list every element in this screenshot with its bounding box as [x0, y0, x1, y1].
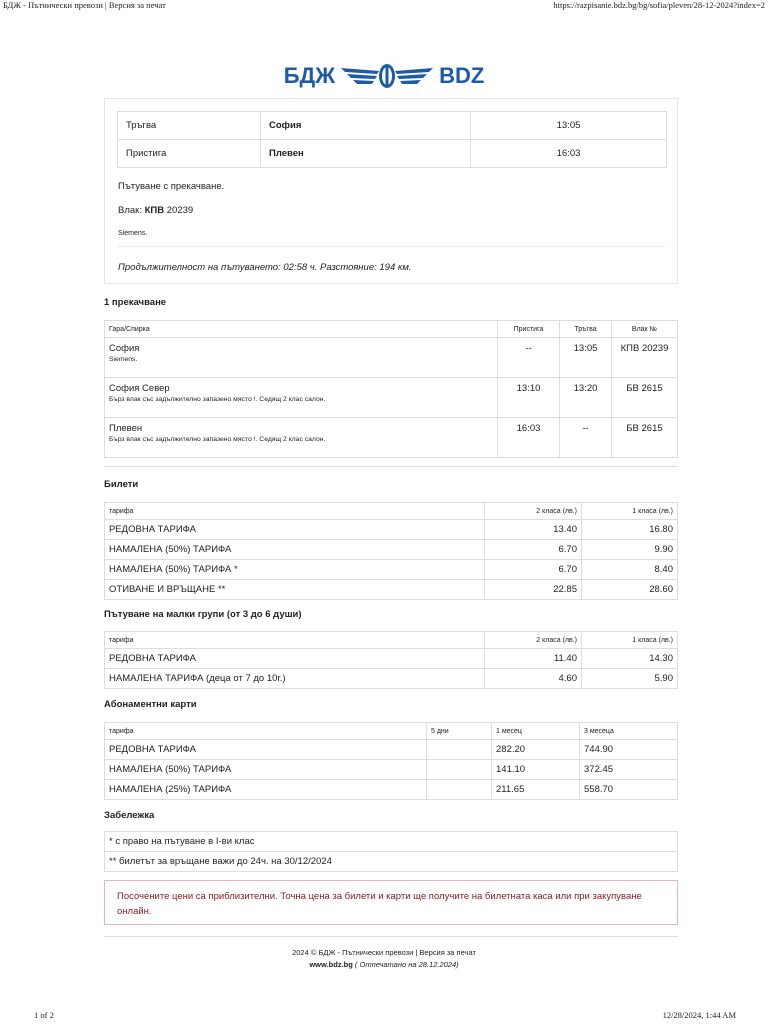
price-disclaimer-alert: Посочените цени са приблизителни. Точна цена за билети и карти ще получите на билетната каса или при закупуване онлайн. — [104, 880, 678, 925]
table-header — [105, 632, 678, 649]
footer-printed-date: ( Отпечатано на 28.12.2024) — [354, 960, 459, 969]
route-panel — [104, 98, 678, 284]
divider — [104, 466, 678, 467]
stop-arrive: 16:03 — [498, 418, 560, 458]
stop-train: БВ 2615 — [612, 418, 678, 458]
print-header — [0, 0, 768, 12]
footer-copyright: 2024 © БДЖ - Пътнически превози | Версия за печат — [292, 948, 476, 957]
fare-name: ОТИВАНЕ И ВРЪЩАНЕ ** — [105, 580, 485, 600]
stop-depart: 13:05 — [560, 338, 612, 378]
transfer-note: Пътуване с прекачване. — [118, 181, 225, 192]
fare-class1: 28.60 — [582, 580, 678, 600]
stop-train: КПВ 20239 — [612, 338, 678, 378]
groups-title: Пътуване на малки групи (от 3 до 6 души) — [104, 609, 302, 620]
groups-table — [104, 631, 678, 689]
col-1month: 1 месец — [492, 723, 580, 740]
stops-title: 1 прекачване — [104, 297, 167, 308]
stop-cell — [105, 338, 498, 378]
print-footer — [0, 1010, 768, 1024]
arrive-row — [118, 140, 667, 168]
stop-station: София — [109, 343, 140, 354]
col-class1: 1 класа (лв.) — [582, 632, 678, 649]
fare-class1: 5.90 — [582, 669, 678, 689]
depart-row — [118, 112, 667, 140]
table-row — [105, 669, 678, 689]
fare-name: РЕДОВНА ТАРИФА — [105, 649, 485, 669]
fare-class2: 6.70 — [485, 560, 582, 580]
print-title: БДЖ - Пътнически превози | Версия за печат — [3, 0, 166, 10]
stop-station: Плевен — [109, 423, 143, 434]
fare-class2: 6.70 — [485, 540, 582, 560]
stop-cell — [105, 378, 498, 418]
fare-class1: 9.90 — [582, 540, 678, 560]
depart-label: Тръгва — [118, 112, 261, 140]
train-number: 20239 — [166, 205, 194, 216]
stop-note: Бърз влак със задължително запазено място !. Седящ 2 клас салон. — [109, 396, 326, 403]
pass-1month: 211.65 — [492, 780, 580, 800]
fare-name: НАМАЛЕНА (50%) ТАРИФА — [105, 540, 485, 560]
col-train: Влак № — [612, 321, 678, 338]
pass-1month: 141.10 — [492, 760, 580, 780]
stop-note: Siemens. — [109, 356, 138, 363]
table-header — [105, 503, 678, 520]
fare-name: РЕДОВНА ТАРИФА — [105, 520, 485, 540]
winged-wheel-icon — [341, 63, 433, 89]
passes-title: Абонаментни карти — [104, 699, 197, 710]
table-row — [105, 560, 678, 580]
table-row — [105, 852, 678, 872]
col-5days: 5 дни — [427, 723, 492, 740]
fare-class2: 22.85 — [485, 580, 582, 600]
notes-title: Забележка — [104, 810, 155, 821]
pass-3months: 744.90 — [580, 740, 678, 760]
note-item: ** билетът за връщане важи до 24ч. на 30/12/2024 — [105, 852, 678, 872]
stop-depart: 13:20 — [560, 378, 612, 418]
stops-table — [104, 320, 678, 458]
col-class2: 2 класа (лв.) — [485, 503, 582, 520]
pass-5days — [427, 780, 492, 800]
pass-5days — [427, 760, 492, 780]
note-item: * с право на пътуване в I-ви клас — [105, 832, 678, 852]
fare-class2: 13.40 — [485, 520, 582, 540]
col-3months: 3 месеца — [580, 723, 678, 740]
pass-5days — [427, 740, 492, 760]
stop-note: Бърз влак със задължително запазено място !. Седящ 2 клас салон. — [109, 436, 326, 443]
table-row — [105, 338, 678, 378]
train-info — [118, 205, 193, 216]
footer-site-link[interactable]: www.bdz.bg — [309, 960, 353, 969]
fare-class1: 14.30 — [582, 649, 678, 669]
stop-depart: -- — [560, 418, 612, 458]
depart-station: София — [261, 112, 471, 140]
footer-site — [0, 960, 768, 969]
table-row — [105, 418, 678, 458]
arrive-time: 16:03 — [471, 140, 667, 168]
fare-class2: 4.60 — [485, 669, 582, 689]
notes-table — [104, 831, 678, 872]
passes-table — [104, 722, 678, 800]
stop-arrive: -- — [498, 338, 560, 378]
pass-name: НАМАЛЕНА (25%) ТАРИФА — [105, 780, 427, 800]
logo-text-cyrillic: БДЖ — [283, 63, 336, 88]
col-class1: 1 класа (лв.) — [582, 503, 678, 520]
col-station: Гара/Спирка — [105, 321, 498, 338]
col-fare: тарифа — [105, 723, 427, 740]
fare-class2: 11.40 — [485, 649, 582, 669]
col-fare: тарифа — [105, 503, 485, 520]
table-row — [105, 780, 678, 800]
pass-name: НАМАЛЕНА (50%) ТАРИФА — [105, 760, 427, 780]
table-row — [105, 540, 678, 560]
pass-1month: 282.20 — [492, 740, 580, 760]
train-prefix: Влак: — [118, 205, 142, 216]
divider — [104, 936, 678, 937]
train-operator: Siemens. — [118, 230, 148, 237]
table-row — [105, 520, 678, 540]
table-row — [105, 832, 678, 852]
col-arrive: Пристига — [498, 321, 560, 338]
tickets-title: Билети — [104, 479, 139, 490]
route-table — [117, 111, 667, 168]
fare-class1: 8.40 — [582, 560, 678, 580]
table-row — [105, 740, 678, 760]
table-row — [105, 378, 678, 418]
print-datetime: 12/28/2024, 1:44 AM — [662, 1010, 736, 1020]
arrive-station: Плевен — [261, 140, 471, 168]
stop-station: София Север — [109, 383, 170, 394]
stop-arrive: 13:10 — [498, 378, 560, 418]
stop-train: БВ 2615 — [612, 378, 678, 418]
arrive-label: Пристига — [118, 140, 261, 168]
print-url[interactable]: https://razpisanie.bdz.bg/bg/sofia/pleven/28-12-2024?index=2 — [553, 0, 765, 10]
bdz-logo[interactable] — [0, 60, 768, 92]
pass-name: РЕДОВНА ТАРИФА — [105, 740, 427, 760]
table-row — [105, 649, 678, 669]
pass-3months: 558.70 — [580, 780, 678, 800]
table-header — [105, 723, 678, 740]
col-class2: 2 класа (лв.) — [485, 632, 582, 649]
col-depart: Тръгва — [560, 321, 612, 338]
fare-class1: 16.80 — [582, 520, 678, 540]
table-row — [105, 580, 678, 600]
fare-name: НАМАЛЕНА ТАРИФА (деца от 7 до 10г.) — [105, 669, 485, 689]
table-header — [105, 321, 678, 338]
tickets-table — [104, 502, 678, 600]
col-fare: тарифа — [105, 632, 485, 649]
divider — [117, 246, 665, 247]
train-type: КПВ — [144, 205, 165, 216]
logo-text-latin: BDZ — [439, 63, 485, 88]
trip-summary: Продължителност на пътуването: 02:58 ч. Разстояние: 194 км. — [118, 262, 412, 273]
fare-name: НАМАЛЕНА (50%) ТАРИФА * — [105, 560, 485, 580]
print-page-number: 1 of 2 — [34, 1010, 54, 1020]
table-row — [105, 760, 678, 780]
stop-cell — [105, 418, 498, 458]
pass-3months: 372.45 — [580, 760, 678, 780]
depart-time: 13:05 — [471, 112, 667, 140]
